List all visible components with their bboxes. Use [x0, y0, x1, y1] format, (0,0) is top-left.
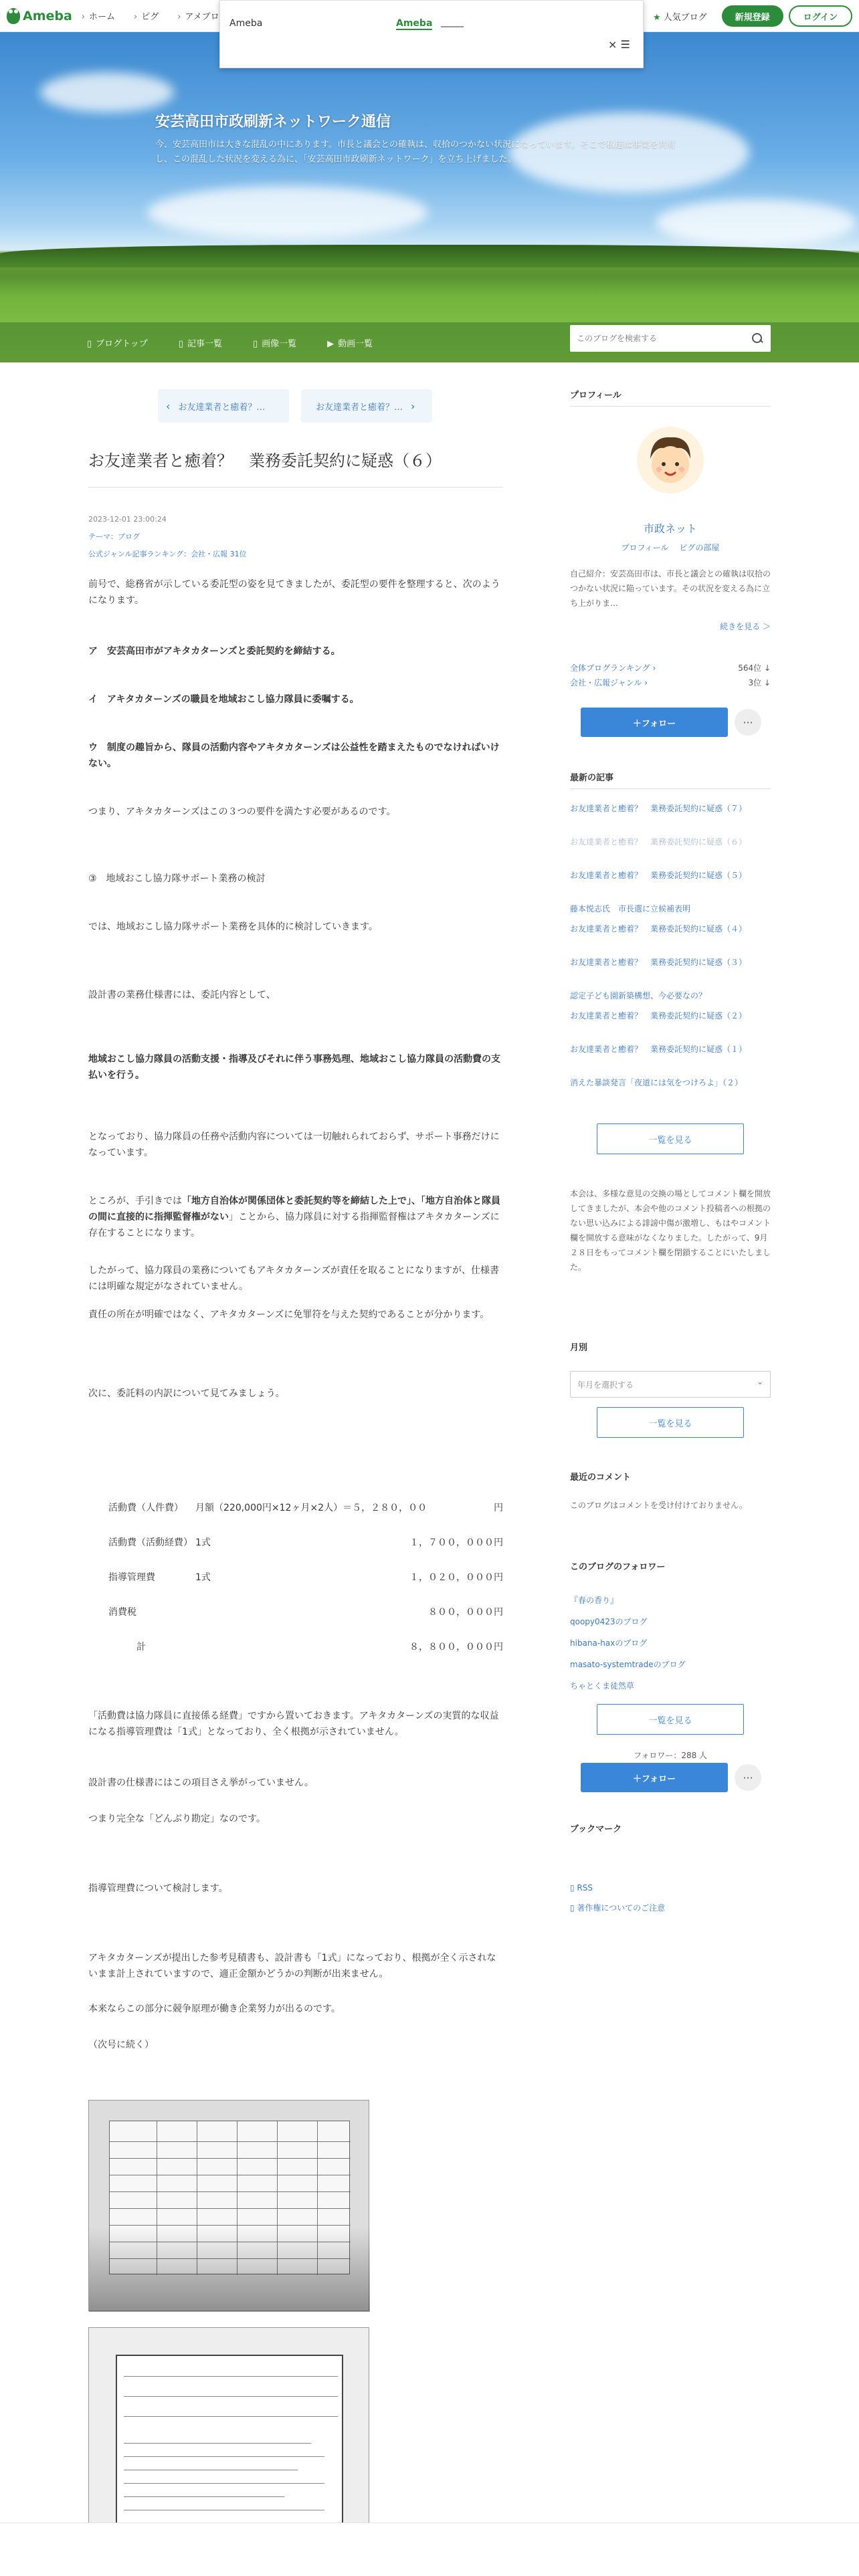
follower-count: フォロワー：288 人 — [633, 1751, 708, 1760]
paragraph: イ アキタカターンズの職員を地域おこし協力隊員に委嘱する。 — [88, 694, 359, 705]
bookmark-label: 著作権についてのご注意 — [577, 1903, 666, 1913]
top-nav-home[interactable]: › ホーム — [82, 9, 115, 22]
monthly-list-button[interactable]: 一覧を見る — [597, 1407, 744, 1438]
image-icon: ▯ — [252, 338, 258, 349]
top-right — [653, 5, 852, 27]
ranking-overall[interactable] — [570, 662, 771, 677]
photo-shadow — [89, 2101, 370, 2312]
paragraph: ウ 制度の趣旨から、隊員の活動内容やアキタカターンズは公益性を踏まえたものでなければいけない。 — [88, 742, 500, 769]
paragraph: となっており、協力隊員の任務や活動内容については一切触れられておらず、サポート事務だけになっています。 — [88, 1132, 500, 1158]
comments-text: このブログはコメントを受け付けておりません。 — [570, 1501, 747, 1510]
more-options-button-bottom[interactable]: ··· — [735, 1764, 761, 1791]
article-date: 2023-12-01 23:00:24 — [88, 515, 167, 524]
text-line — [124, 2443, 311, 2444]
follower-link[interactable]: qoopy0423のブログ — [570, 1617, 648, 1626]
recent-article-link[interactable]: 藤本悦志氏 市長選に立候補表明 — [570, 904, 691, 914]
ranking-genre[interactable] — [570, 677, 771, 691]
recent-article-link[interactable]: 消えた暴談発言「夜道には気をつけろよ」（２） — [570, 1078, 743, 1087]
paragraph: つまり完全な「どんぶり勘定」なのです。 — [88, 1814, 266, 1824]
popup-left-label: Ameba — [229, 18, 263, 29]
popup-divider — [441, 26, 464, 27]
cloud — [40, 72, 174, 112]
blog-description: 今、安芸高田市は大きな混乱の中にあります。市長と議会との確執は、収拾のつかない状況になっています。そこで私達は事業を共有し、この混乱した状況を変える為に、「安芸高田市政刷新ネットワーク」を立ち上げました。 — [155, 140, 676, 165]
paragraph: ア 安芸高田市がアキタカターンズと委託契約を締結する。 — [88, 646, 341, 657]
cloud — [656, 199, 856, 246]
profile-heading: プロフィール — [570, 388, 771, 407]
comments-heading: 最近のコメント — [570, 1473, 632, 1483]
follower-link[interactable]: 『春の香り』 — [570, 1596, 619, 1605]
paragraph: つまり、アキタカターンズはこの３つの要件を満たす必要があるのです。 — [88, 807, 396, 817]
paragraph: 責任の所在が明確ではなく、アキタカターンズに免罪符を与えた契約であることが分かります。 — [88, 1309, 490, 1320]
paragraph: 地域おこし協力隊員の活動支援・指導及びそれに伴う事務処理、地域おこし協力隊員の活動費の支払いを行う。 — [88, 1054, 500, 1081]
list-icon: ▯ — [178, 338, 183, 349]
blog-header-image — [0, 32, 859, 362]
ranking-line — [88, 546, 247, 563]
cost-item: 指導管理費 — [108, 1572, 155, 1583]
follower-link[interactable]: masato-systemtradeのブログ — [570, 1660, 686, 1669]
frog-logo-icon — [7, 8, 20, 24]
top-nav-pigg[interactable]: › ピグ — [134, 9, 159, 22]
ranking-genre[interactable]: 会社・広報 31位 — [191, 550, 247, 558]
copyright-link[interactable] — [570, 1902, 665, 1913]
cost-detail: 1式 — [195, 1572, 211, 1583]
cost-detail: 1式 — [195, 1537, 211, 1548]
cost-row — [108, 1535, 503, 1551]
recent-article-link[interactable]: お友達業者と癒着？ 業務委託契約に疑惑（３） — [570, 958, 747, 967]
login-button[interactable]: ログイン — [789, 5, 852, 27]
recent-article-link[interactable]: お友達業者と癒着？ 業務委託契約に疑惑（５） — [570, 871, 747, 880]
profile-links — [570, 542, 771, 553]
search-icon[interactable] — [751, 332, 764, 345]
cost-row — [108, 1640, 503, 1656]
text: 「地方自治体が関係団体と委託契約等を締結した上で」、「地方自治体と隊員の間に直接的に指揮監督権がない — [88, 1196, 500, 1222]
video-icon: ▶ — [327, 338, 335, 349]
rank-label: 会社・広報ジャンル › — [570, 678, 648, 687]
nav-label: 動画一覧 — [338, 338, 373, 349]
read-more-link[interactable]: 続きを見る ＞ — [720, 622, 771, 631]
text-line — [124, 2496, 284, 2497]
rss-link[interactable] — [570, 1883, 593, 1893]
cost-row — [108, 1501, 503, 1517]
document-icon: ▯ — [87, 338, 92, 349]
rss-icon: ▯ — [570, 1883, 577, 1893]
follower-link[interactable]: hibana-haxのブログ — [570, 1638, 648, 1648]
paragraph: ③ 地域おこし協力隊サポート業務の検討 — [88, 873, 266, 884]
popup-right-link[interactable]: Ameba — [396, 18, 433, 29]
follow-button-bottom[interactable]: ＋フォロー — [581, 1763, 728, 1792]
profile-name[interactable]: 市政ネット — [643, 522, 697, 535]
paragraph: 「活動費は協力隊員に直接係る経費」ですから置いておきます。アキタカターンズの実質的な収益になる指導管理費は「1式」となっており、全く根拠が示されていません。 — [88, 1711, 499, 1737]
follow-button[interactable]: ＋フォロー — [581, 708, 728, 737]
paragraph: したがって、協力隊員の業務についてもアキタカターンズが責任を取ることになりますが、仕様書には明確な規定がなされていません。 — [88, 1265, 500, 1292]
profile-intro: 自己紹介：安芸高田市は、市長と議会との確執は収拾のつかない状況に陥っています。その状況を変える為に立ち上がりま… — [570, 569, 771, 608]
nav-blog-top[interactable] — [87, 336, 148, 349]
bookmark-heading: ブックマーク — [570, 1824, 622, 1834]
register-button[interactable]: 新規登録 — [722, 5, 783, 27]
article-meta — [88, 511, 247, 563]
followers-list-button[interactable]: 一覧を見る — [597, 1704, 744, 1735]
cloud — [147, 186, 428, 239]
recent-article-link[interactable]: 認定子ども園新築構想、今必要なの？ — [570, 991, 707, 1000]
cost-item: 計 — [108, 1642, 146, 1652]
cost-row — [108, 1570, 503, 1586]
recent-heading: 最新の記事 — [570, 770, 771, 789]
cost-amount: １，０２０，０００円 — [409, 1572, 503, 1583]
paragraph: アキタカターンズが提出した参考見積書も、設計書も「1式」になっており、根拠が全く示されないまま計上されていますので、適正金額かどうかの判断が出来ません。 — [88, 1953, 496, 1979]
recent-article-link[interactable]: お友達業者と癒着？ 業務委託契約に疑惑（４） — [570, 924, 747, 934]
ranking-label[interactable]: 公式ジャンル記事ランキング： — [88, 550, 191, 558]
more-options-button[interactable]: ··· — [735, 709, 761, 736]
cost-detail: 月額（220,000円×12ヶ月×2人）＝５，２８０，００ — [195, 1503, 427, 1513]
text-line — [124, 2396, 338, 2397]
popular-blog-link[interactable]: ★ 人気ブログ — [653, 10, 707, 23]
bottom-bar — [0, 2523, 859, 2576]
cost-item: 活動費（活動経費） — [108, 1537, 193, 1548]
paragraph: 指導管理費について検討します。 — [88, 1883, 228, 1894]
avatar-face-icon — [637, 427, 704, 494]
search-input[interactable] — [570, 326, 751, 350]
top-nav-ameblo[interactable]: › アメブロ — [177, 9, 219, 22]
paragraph: 本来ならこの部分に競争原理が働き企業努力が出るのです。 — [88, 2004, 341, 2014]
article-theme[interactable]: テーマ：ブログ — [88, 532, 140, 541]
blog-search — [570, 325, 771, 352]
paragraph: 設計書の仕様書にはこの項目さえ挙がっていません。 — [88, 1778, 314, 1788]
cost-item: 活動費（人件費） — [108, 1503, 183, 1513]
nav-label: 記事一覧 — [187, 338, 222, 349]
ameba-logo[interactable] — [7, 8, 72, 24]
recent-article-link[interactable]: お友達業者と癒着？ 業務委託契約に疑惑（１） — [570, 1045, 747, 1054]
nav-label: 画像一覧 — [262, 338, 297, 349]
recent-article-link[interactable]: お友達業者と癒着？ 業務委託契約に疑惑（７） — [570, 804, 747, 813]
text: ところが、手引きでは — [88, 1196, 182, 1206]
text-line — [124, 2416, 338, 2417]
document-photo[interactable] — [88, 2100, 369, 2311]
blog-title[interactable]: 安芸高田市政刷新ネットワーク通信 — [155, 114, 391, 130]
paragraph: 次に、委託料の内訳について見てみましょう。 — [88, 1388, 285, 1399]
bookmark-label: RSS — [577, 1883, 593, 1893]
cost-row — [108, 1605, 503, 1621]
top-nav — [82, 9, 238, 22]
popup-close-icon[interactable]: × ☰ — [608, 38, 630, 51]
recent-list-button[interactable]: 一覧を見る — [597, 1123, 744, 1154]
text-line — [124, 2376, 338, 2377]
paragraph: では、地域おこし協力隊サポート業務を具体的に検討していきます。 — [88, 922, 378, 932]
recent-article-link[interactable]: お友達業者と癒着？ 業務委託契約に疑惑（６） — [570, 837, 747, 847]
monthly-heading: 月別 — [570, 1343, 588, 1353]
nav-articles[interactable] — [179, 336, 222, 349]
recent-article-link[interactable]: お友達業者と癒着？ 業務委託契約に疑惑（２） — [570, 1011, 747, 1021]
followers-heading: このブログのフォロワー — [570, 1562, 666, 1572]
cost-item: 消費税 — [108, 1607, 136, 1618]
nav-videos[interactable] — [327, 336, 373, 349]
comment-notice: 本会は、多様な意見の交換の場としてコメント欄を開放してきましたが、本会や他のコメント投稿者への根拠のない思い込みによる誹謗中傷が激増し、もはやコメント欄を開放する意味がなくなりました。したがって、9月２８日をもってコメント欄を閉鎖することにいたしました。 — [570, 1189, 771, 1272]
article-title: お友達業者と癒着？ 業務委託契約に疑惑（６） — [88, 449, 503, 488]
cost-amount: １，７００，０００円 — [409, 1537, 503, 1548]
cost-amount: 円 — [494, 1503, 503, 1513]
rank-label: 全体ブログランキング › — [570, 663, 656, 673]
text: 」ことから、協力隊員に対する指揮監督権はアキタカターンズに存在することになります。 — [88, 1212, 500, 1239]
paragraph — [88, 1193, 503, 1241]
cost-amount: ８，８００，０００円 — [409, 1642, 503, 1652]
paragraph: 設計書の業務仕様書には、委託内容として、 — [88, 990, 276, 1000]
prev-article-link[interactable]: ‹ お友達業者と癒着？… — [158, 389, 289, 423]
next-article-link[interactable]: お友達業者と癒着？… › — [301, 389, 432, 423]
logo-text: Ameba — [23, 8, 72, 23]
pigg-room-link[interactable]: ピグの部屋 — [679, 543, 720, 552]
rank-value: 564位 ↓ — [738, 663, 771, 673]
rank-value: 3位 ↓ — [748, 678, 771, 687]
month-select[interactable]: 年月を選択する ⌄ — [570, 1371, 771, 1398]
nav-images[interactable] — [253, 336, 296, 349]
paragraph: （次号に続く） — [88, 2040, 154, 2050]
text-line — [124, 2483, 324, 2484]
profile-link[interactable]: プロフィール — [621, 543, 669, 552]
ad-popup — [219, 0, 644, 68]
text-line — [124, 2456, 324, 2457]
cost-amount: ８００，０００円 — [428, 1607, 503, 1618]
tree-line — [0, 245, 859, 267]
paragraph: 前号で、総務省が示している委託型の姿を見てきましたが、委託型の要件を整理すると、次のようになります。 — [88, 579, 500, 606]
avatar[interactable] — [637, 427, 704, 494]
nav-label: ブログトップ — [96, 338, 148, 349]
follower-link[interactable]: ちゃとくま徒然草 — [570, 1681, 635, 1691]
document-icon: ▯ — [570, 1903, 577, 1913]
